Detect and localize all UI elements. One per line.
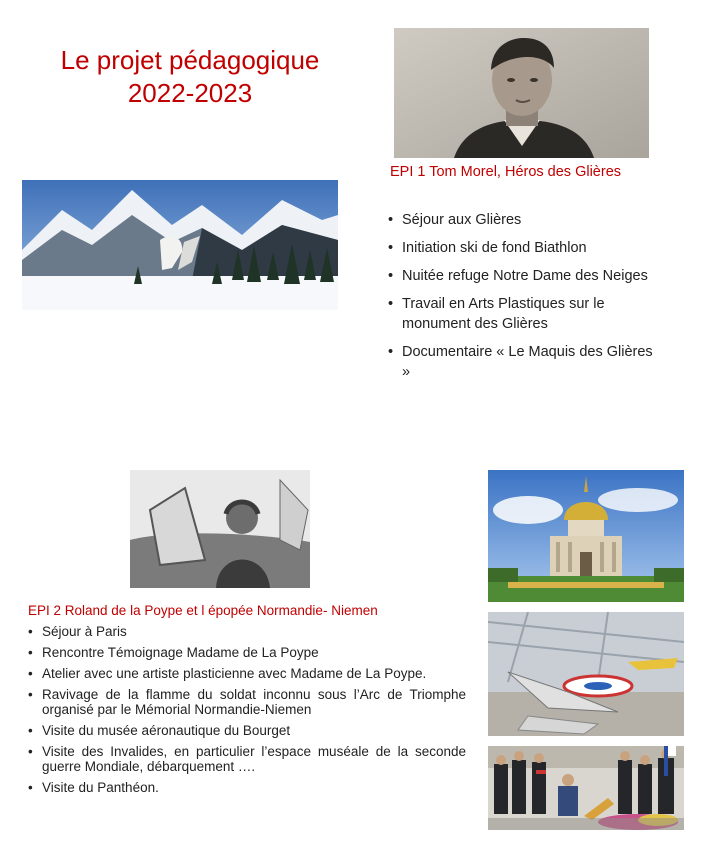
list-item: • Visite du Panthéon. bbox=[26, 780, 466, 795]
bourget-museum-photo bbox=[488, 612, 684, 736]
epi1-heading: EPI 1 Tom Morel, Héros des Glières bbox=[390, 164, 622, 180]
epi2-list bbox=[26, 624, 466, 801]
page-title bbox=[20, 44, 360, 110]
epi2-heading: EPI 2 Roland de la Poype et l épopée Normandie- Niemen bbox=[28, 603, 378, 618]
list-item: • Nuitée refuge Notre Dame des Neiges bbox=[386, 266, 656, 286]
title-line-1: Le projet pédagogique bbox=[60, 45, 320, 75]
list-item: • Visite des Invalides, en particulier l’espace muséale de la seconde guerre Mondiale, débarquement …. bbox=[26, 744, 466, 774]
portrait-photo bbox=[394, 28, 649, 158]
list-item: • Travail en Arts Plastiques sur le monument des Glières bbox=[386, 294, 656, 334]
list-item: • Séjour aux Glières bbox=[386, 210, 656, 230]
list-item: • Séjour à Paris bbox=[26, 624, 466, 639]
glieres-landscape-photo bbox=[22, 180, 338, 310]
title-line-2: 2022-2023 bbox=[127, 78, 253, 108]
list-item: • Visite du musée aéronautique du Bourget bbox=[26, 723, 466, 738]
list-item: • Atelier avec une artiste plasticienne avec Madame de La Poype. bbox=[26, 666, 466, 681]
list-item: • Initiation ski de fond Biathlon bbox=[386, 238, 656, 258]
aviator-cockpit-photo bbox=[130, 470, 310, 588]
epi1-list bbox=[386, 210, 656, 390]
list-item: • Rencontre Témoignage Madame de La Poype bbox=[26, 645, 466, 660]
ceremony-photo bbox=[488, 746, 684, 830]
list-item: • Ravivage de la flamme du soldat inconnu sous l’Arc de Triomphe organisé par le Mémorial Normandie-Niemen bbox=[26, 687, 466, 717]
invalides-dome-photo bbox=[488, 470, 684, 602]
list-item: • Documentaire « Le Maquis des Glières » bbox=[386, 342, 656, 382]
